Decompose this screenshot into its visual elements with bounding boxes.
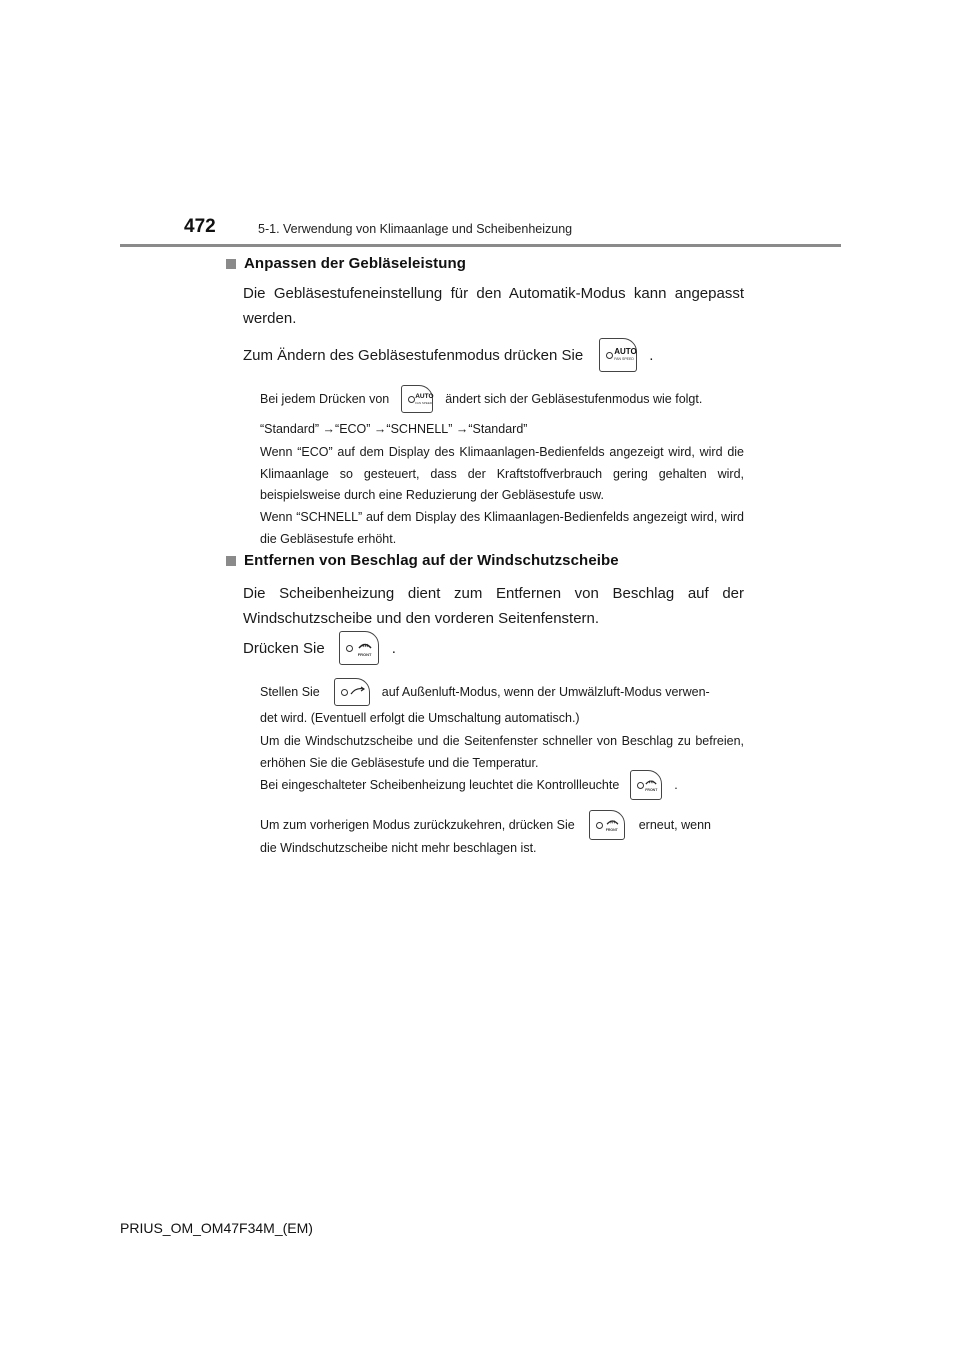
heading-bullet-square [226, 556, 236, 566]
section-heading-blower: Anpassen der Gebläseleistung [226, 255, 466, 272]
note-defog-return-line2: die Windschutzscheibe nicht mehr beschlagen ist. [260, 841, 537, 855]
instruction-defog: Drücken Sie FRONT . [243, 630, 396, 666]
paragraph-defog: Die Scheibenheizung dient zum Entfernen von Beschlag auf der Windschutzscheibe und den vorderen Seitenfenstern. [243, 585, 744, 627]
note-defog-outside-air: Stellen Sie auf Außenluft-Modus, wenn der Umwälzluft-Modus verwen- [260, 677, 710, 707]
note-defog-return: Um zum vorherigen Modus zurückzukehren, drücken Sie FRONT erneut, wenn [260, 809, 711, 841]
note-blower-eco: Wenn “ECO” auf dem Display des Klimaanlagen-Bedienfelds angezeigt wird, wird die Klimaanlage so gesteuert, dass der Kraftstoffverbrauch gering gehalten wird, beispielsweise durch eine Reduzierung der Gebläsestufe usw. [260, 445, 744, 502]
footer-doc-code: PRIUS_OM_OM47F34M_(EM) [120, 1220, 313, 1236]
instruction-blower: Zum Ändern des Gebläsestufenmodus drücken Sie AUTO FAN SPEED . [243, 337, 653, 373]
section-title: 5-1. Verwendung von Klimaanlage und Scheibenheizung [258, 222, 573, 236]
front-defroster-indicator-icon: FRONT [630, 770, 662, 800]
heading-bullet-square [226, 259, 236, 269]
note-blower-schnell: Wenn “SCHNELL” auf dem Display des Klimaanlagen-Bedienfelds angezeigt wird, wird die Gebläsestufe erhöht. [260, 510, 744, 546]
outside-air-button-icon [334, 678, 370, 706]
note-blower-press: Bei jedem Drücken von AUTO FAN SPEED ändert sich der Gebläsestufenmodus wie folgt. [260, 384, 702, 414]
note-defog-faster: Um die Windschutzscheibe und die Seitenfenster schneller von Beschlag zu befreien, erhöhen Sie die Gebläsestufe und die Temperatur. [260, 734, 744, 770]
front-defroster-button-icon-small: FRONT [589, 810, 625, 840]
auto-fan-speed-button-icon: AUTO FAN SPEED [599, 338, 637, 372]
note-defog-indicator: Bei eingeschalteter Scheibenheizung leuchtet die Kontrollleuchte FRONT . [260, 770, 678, 800]
page-number: 472 [184, 216, 216, 237]
front-defroster-button-icon: FRONT [339, 631, 379, 665]
note-blower-sequence: “Standard” →“ECO” →“SCHNELL” →“Standard” [260, 422, 528, 436]
section-heading-defog: Entfernen von Beschlag auf der Windschutzscheibe [226, 552, 619, 569]
note-defog-outside-air-line2: det wird. (Eventuell erfolgt die Umschaltung automatisch.) [260, 711, 580, 725]
paragraph-blower: Die Gebläsestufeneinstellung für den Automatik-Modus kann angepasst werden. [243, 285, 744, 327]
auto-fan-speed-button-icon-small: AUTO FAN SPEED [401, 385, 433, 413]
header-rule [120, 244, 841, 247]
